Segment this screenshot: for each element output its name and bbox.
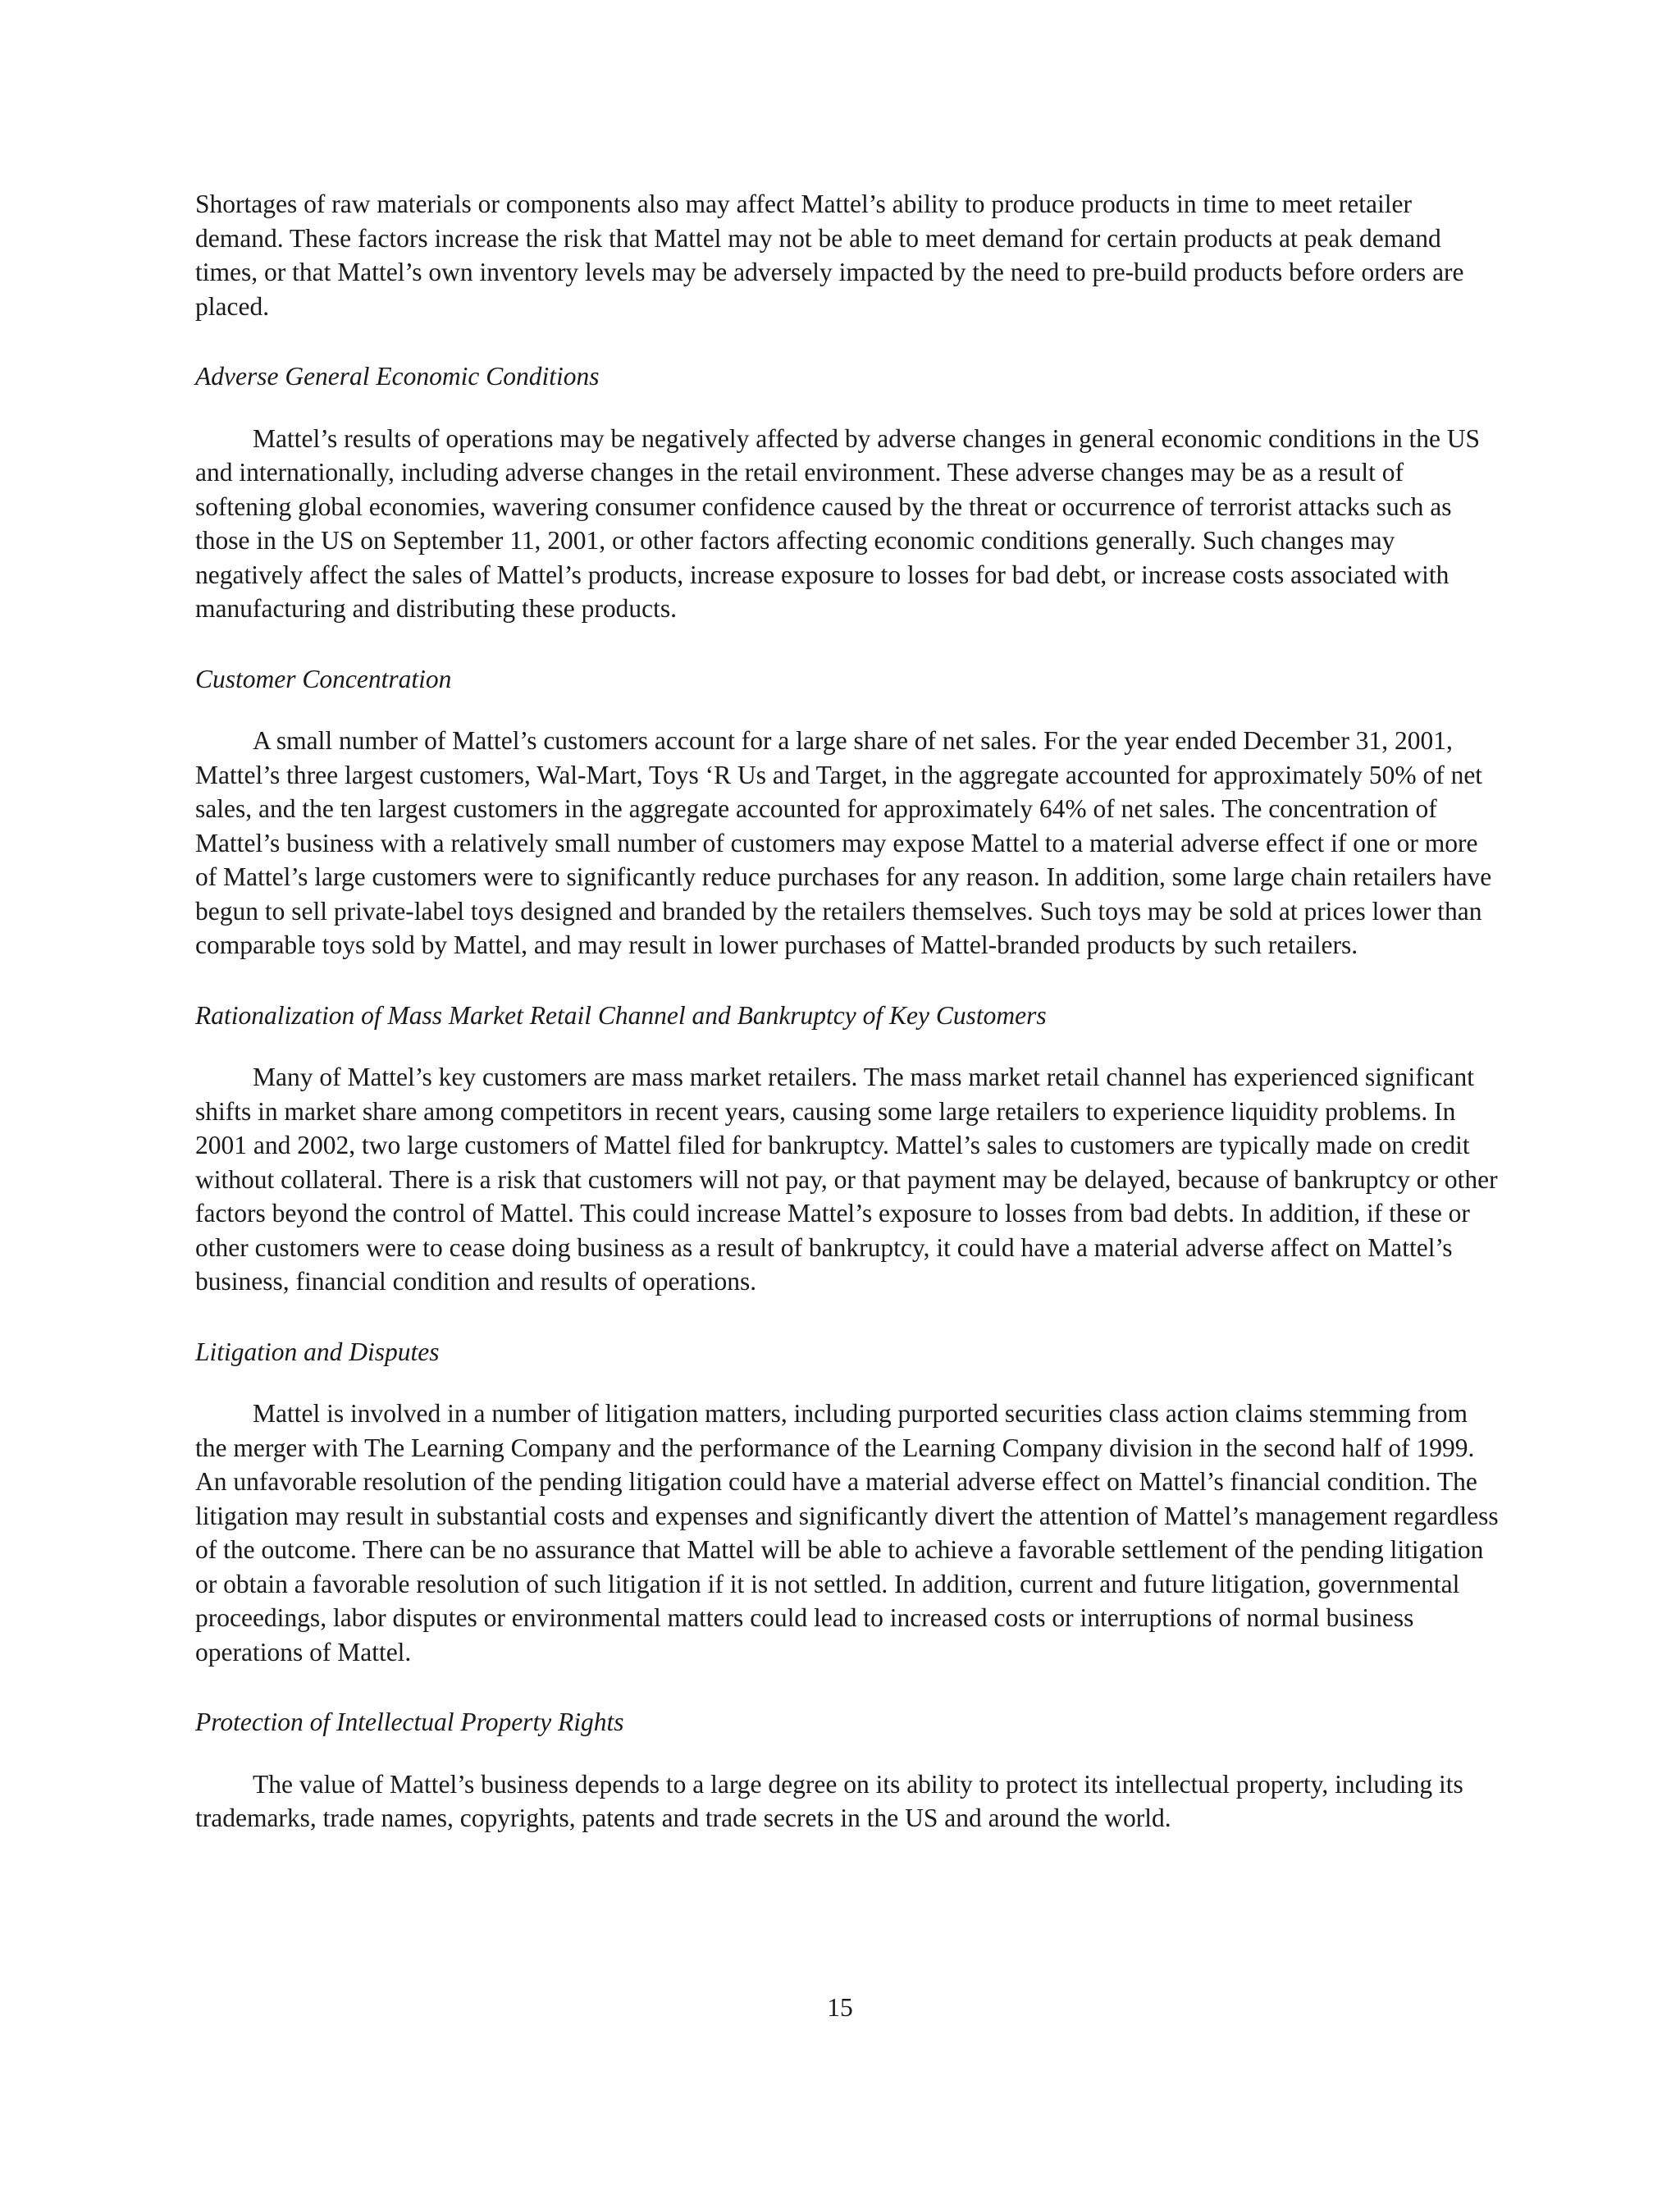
section-heading-economic-conditions: Adverse General Economic Conditions: [195, 362, 600, 391]
section-body-litigation: Mattel is involved in a number of litigation matters, including purported securities class action claims stemming from the merger with The Learning Company and the performance of the Learning Company division in the second half of 1999. An unfavorable resolution of the pending litigation could have a material adverse effect on Mattel’s financial condition. The litigation may result in substantial costs and expenses and significantly divert the attention of Mattel’s management regardless of the outcome. There can be no assurance that Mattel will be able to achieve a favorable settlement of the pending litigation or obtain a favorable resolution of such litigation if it is not settled. In addition, current and future litigation, governmental proceedings, labor disputes or environmental matters could lead to increased costs or interruptions of normal business operations of Mattel.: [195, 1399, 1499, 1667]
opening-paragraph: Shortages of raw materials or components also may affect Mattel’s ability to produce products in time to meet retailer demand. These factors increase the risk that Mattel may not be able to meet demand for certain products at peak demand times, or that Mattel’s own inventory levels may be adversely impacted by the need to pre-build products before orders are placed.: [195, 190, 1464, 321]
section-body-economic-conditions: Mattel’s results of operations may be negatively affected by adverse changes in general economic conditions in the US and internationally, including adverse changes in the retail environment. These adverse changes may be as a result of softening global economies, wavering consumer confidence caused by the threat or occurrence of terrorist attacks such as those in the US on September 11, 2001, or other factors affecting economic conditions generally. Such changes may negatively affect the sales of Mattel’s products, increase exposure to losses for bad debt, or increase costs associated with manufacturing and distributing these products.: [195, 423, 1481, 623]
document-page: [195, 187, 1503, 1836]
section-body-customer-concentration: A small number of Mattel’s customers account for a large share of net sales. For the year ended December 31, 2001, Mattel’s three largest customers, Wal-Mart, Toys ‘R Us and Target, in the aggregate accounted for approximately 50% of net sales, and the ten largest customers in the aggregate accounted for approximately 64% of net sales. The concentration of Mattel’s business with a relatively small number of customers may expose Mattel to a material adverse effect if one or more of Mattel’s large customers were to significantly reduce purchases for any reason. In addition, some large chain retailers have begun to sell private-label toys designed and branded by the retailers themselves. Such toys may be sold at prices lower than comparable toys sold by Mattel, and may result in lower purchases of Mattel-branded products by such retailers.: [195, 726, 1492, 959]
section-body-intellectual-property: The value of Mattel’s business depends to a large degree on its ability to protect its intellectual property, including its trademarks, trade names, copyrights, patents and trade secrets in the US and around the world.: [195, 1769, 1463, 1832]
section-body-mass-market-rationalization: Many of Mattel’s key customers are mass market retailers. The mass market retail channel has experienced significant shifts in market share among competitors in recent years, causing some large retailers to experience liquidity problems. In 2001 and 2002, two large customers of Mattel filed for bankruptcy. Mattel’s sales to customers are typically made on credit without collateral. There is a risk that customers will not pay, or that payment may be delayed, because of bankruptcy or other factors beyond the control of Mattel. This could increase Mattel’s exposure to losses from bad debts. In addition, if these or other customers were to cease doing business as a result of bankruptcy, it could have a material adverse affect on Mattel’s business, financial condition and results of operations.: [195, 1063, 1498, 1296]
page-number: 15: [827, 1993, 853, 2022]
section-heading-customer-concentration: Customer Concentration: [195, 664, 452, 693]
section-heading-mass-market-rationalization: Rationalization of Mass Market Retail Channel and Bankruptcy of Key Customers: [195, 1000, 1047, 1030]
section-heading-litigation: Litigation and Disputes: [195, 1337, 440, 1366]
section-heading-intellectual-property: Protection of Intellectual Property Rights: [195, 1708, 624, 1736]
